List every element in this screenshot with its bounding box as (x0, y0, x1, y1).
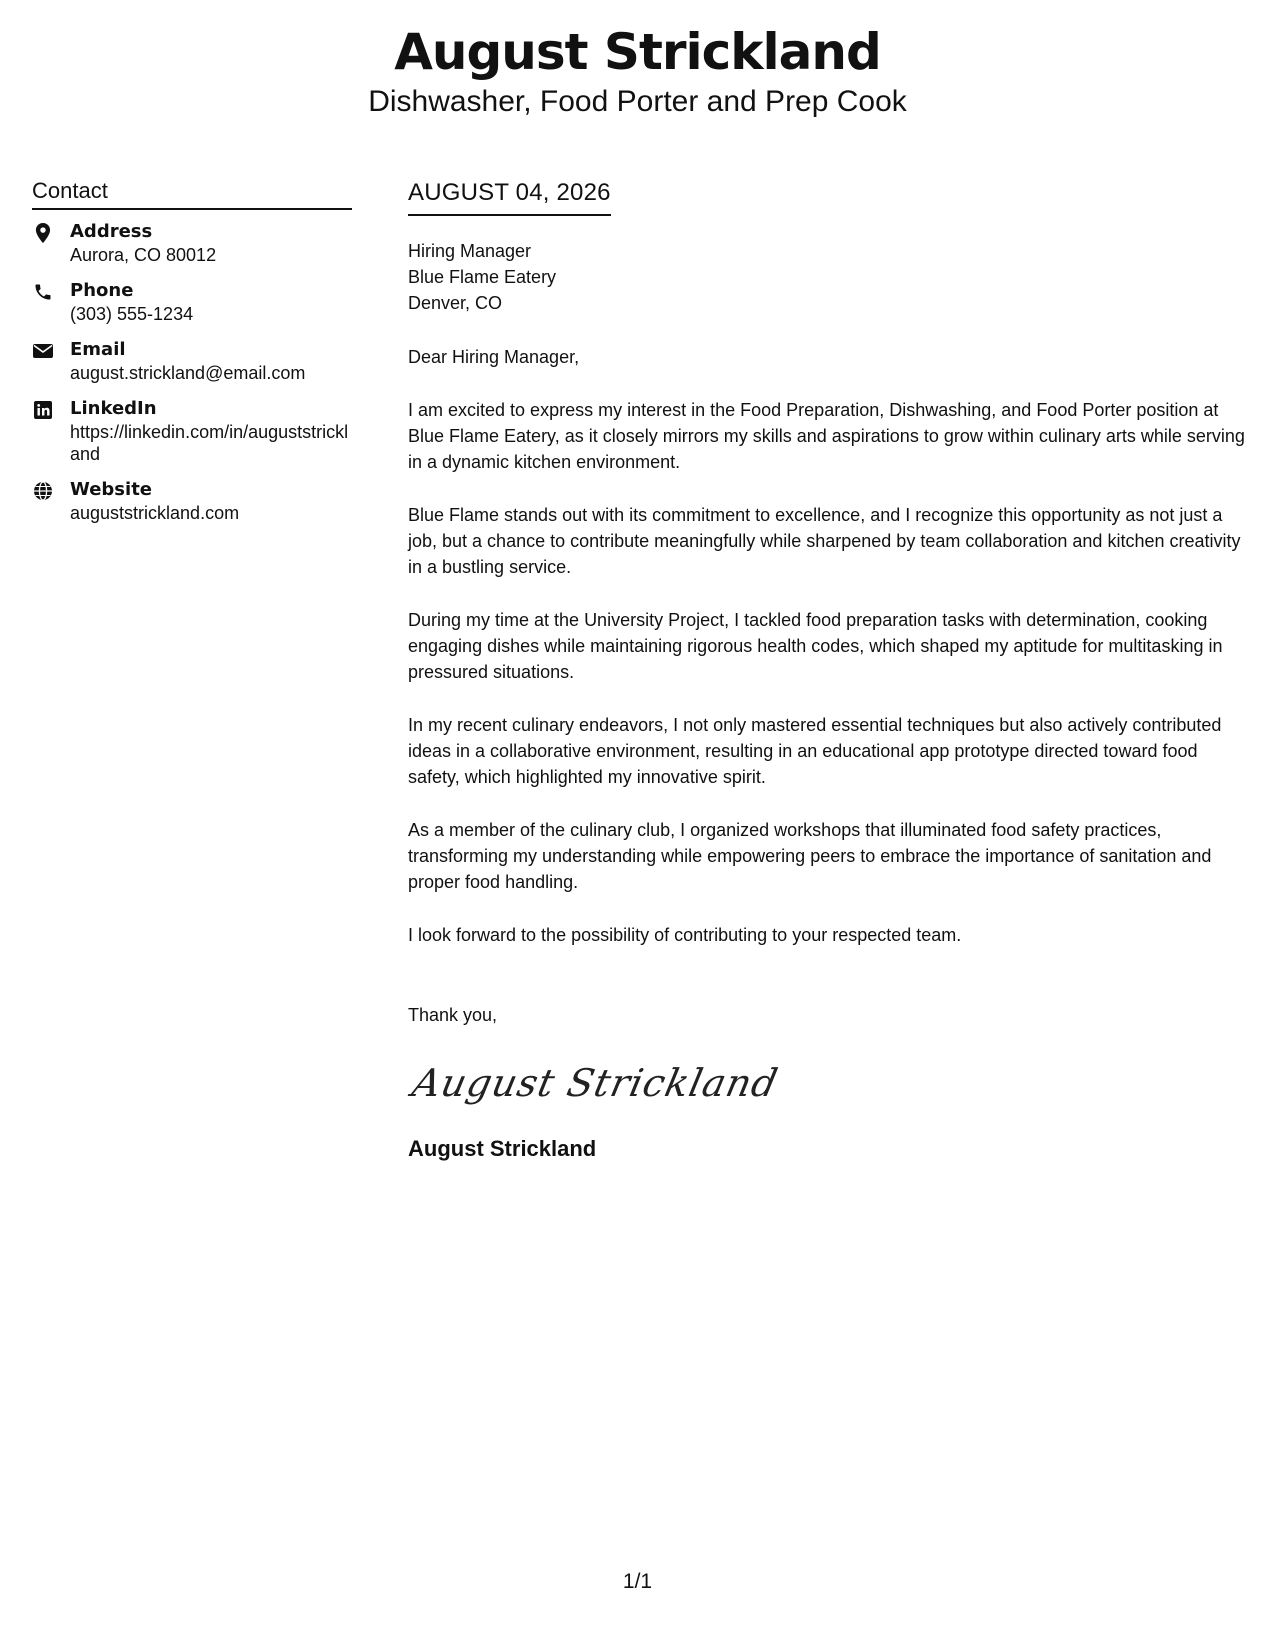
linkedin-value[interactable]: https://linkedin.com/in/auguststrickland (70, 422, 349, 464)
address-value: Aurora, CO 80012 (70, 245, 217, 265)
website-value[interactable]: auguststrickland.com (70, 503, 240, 523)
contact-item-linkedin (32, 397, 352, 465)
letter-date: AUGUST 04, 2026 (408, 176, 611, 216)
recipient-line: Hiring Manager (408, 241, 532, 261)
phone-icon (32, 281, 54, 303)
body-paragraph: I look forward to the possibility of contributing to your respected team. (408, 925, 962, 945)
contact-label: Address (70, 221, 153, 242)
closing: Thank you, (408, 1005, 498, 1025)
contact-label: Phone (70, 280, 134, 301)
map-pin-icon (32, 222, 54, 244)
body-paragraph: As a member of the culinary club, I organized workshops that illuminated food safety practices, transforming my understanding while empowering peers to embrace the importance of sanitation and proper food handling. (408, 820, 1212, 892)
salutation: Dear Hiring Manager, (408, 347, 580, 367)
globe-icon (32, 480, 54, 502)
contact-label: LinkedIn (70, 398, 157, 419)
handwritten-signature: August Strickland (408, 1061, 783, 1105)
envelope-icon (32, 340, 54, 362)
applicant-name: August Strickland (394, 23, 881, 81)
body-paragraph: I am excited to express my interest in the Food Preparation, Dishwashing, and Food Porter position at Blue Flame Eatery, as it closely mirrors my skills and aspirations to grow within culinary arts while serving in a dynamic kitchen environment. (408, 400, 1245, 472)
contact-label: Website (70, 479, 153, 500)
contact-sidebar (32, 176, 352, 537)
recipient-block (408, 238, 1248, 316)
recipient-line: Blue Flame Eatery (408, 267, 557, 287)
body-paragraph: In my recent culinary endeavors, I not only mastered essential techniques but also actively contributed ideas in a collaborative environment, resulting in an educational app prototype directed toward food safety, which highlighted my innovative spirit. (408, 715, 1222, 787)
contact-label: Email (70, 339, 126, 360)
contact-heading: Contact (32, 176, 352, 210)
letter-header (0, 18, 1275, 120)
signer-name: August Strickland (408, 1136, 597, 1161)
recipient-line: Denver, CO (408, 293, 503, 313)
linkedin-icon (32, 399, 54, 421)
contact-item-email (32, 338, 352, 384)
body-paragraph: During my time at the University Project, I tackled food preparation tasks with determination, cooking engaging dishes while maintaining rigorous health codes, which shaped my aptitude for multitasking in pressured situations. (408, 610, 1223, 682)
email-value: august.strickland@email.com (70, 363, 306, 383)
contact-item-website (32, 478, 352, 524)
contact-item-address (32, 220, 352, 266)
page-number: 1/1 (622, 1570, 653, 1593)
body-paragraph: Blue Flame stands out with its commitment to excellence, and I recognize this opportunity as not just a job, but a chance to contribute meaningfully while sharpened by team collaboration and kitchen creativity in a bustling service. (408, 505, 1241, 577)
letter-body (408, 176, 1248, 1164)
phone-value: (303) 555-1234 (70, 304, 194, 324)
applicant-title: Dishwasher, Food Porter and Prep Cook (368, 85, 907, 118)
contact-item-phone (32, 279, 352, 325)
